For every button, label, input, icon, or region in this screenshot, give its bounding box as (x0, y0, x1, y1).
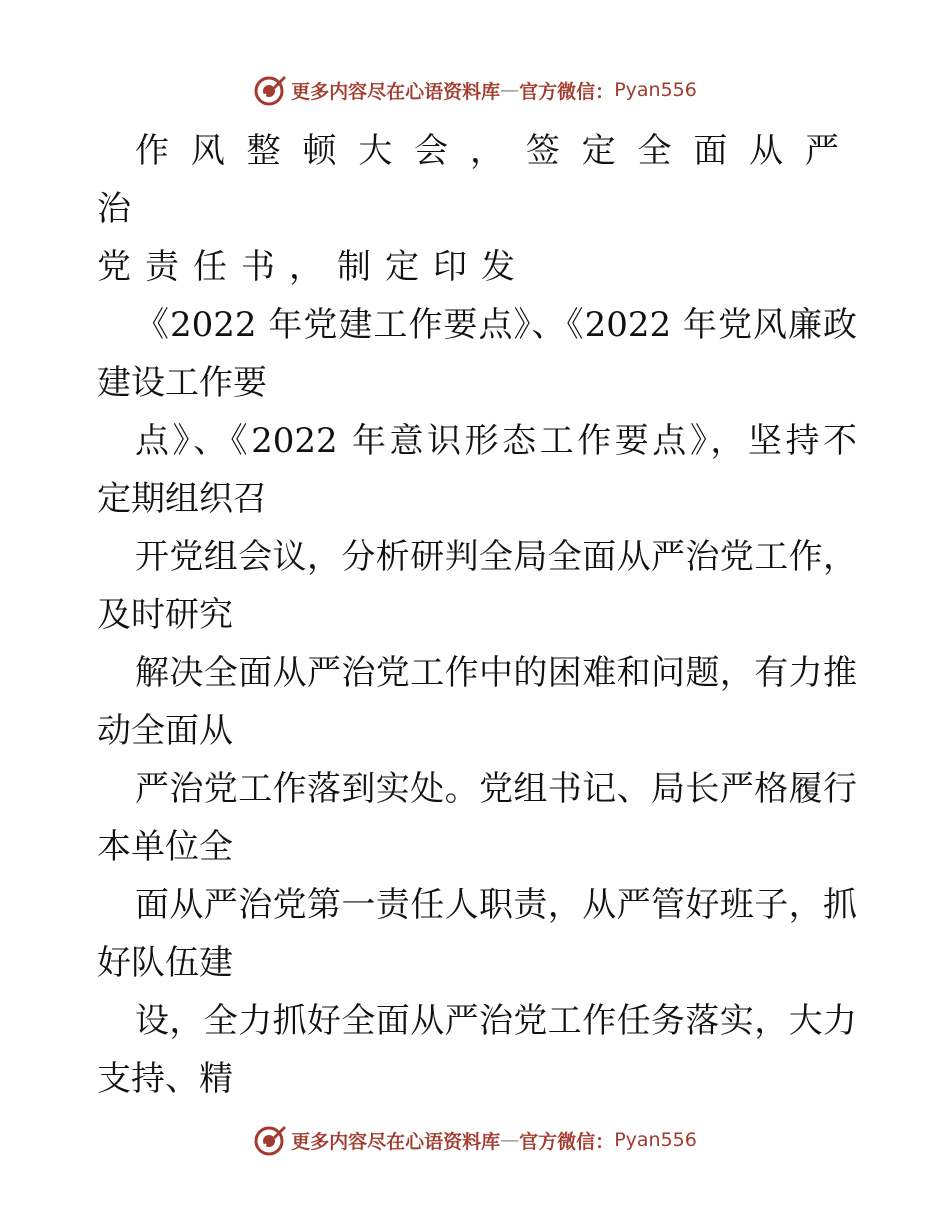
watermark-wechat-label: 官方微信： (519, 80, 615, 103)
paragraph-continuation: 动全面从 (97, 711, 233, 751)
paragraph-line: 《2022 年党建工作要点》、《2022 年党风廉政 (135, 305, 857, 345)
watermark-text: 更多内容尽在心语资料库 (291, 1130, 501, 1153)
paragraph (97, 412, 857, 528)
document-body (97, 122, 857, 1108)
paragraph-continuation: 定期组织召 (97, 479, 267, 519)
paragraph-line: 解决全面从严治党工作中的困难和问题，有力推 (135, 653, 857, 693)
paragraph-line: 开党组会议，分析研判全局全面从严治党工作， (135, 537, 857, 577)
paragraph (97, 992, 857, 1108)
paragraph-line: 设，全力抓好全面从严治党工作任务落实，大力 (135, 1001, 857, 1041)
header-watermark (0, 70, 950, 110)
paragraph-line: 作风整顿大会，签定全面从严治 (97, 131, 857, 229)
paragraph-continuation: 本单位全 (97, 827, 233, 867)
paragraph-continuation: 党责任书，制定印发 (97, 247, 529, 287)
paragraph (97, 644, 857, 760)
pen-logo-icon (253, 73, 287, 107)
paragraph (97, 528, 857, 644)
watermark-wechat-id: Pyan556 (614, 1129, 697, 1151)
paragraph-line: 面从严治党第一责任人职责，从严管好班子，抓 (135, 885, 857, 925)
footer-watermark (0, 1120, 950, 1160)
paragraph (97, 876, 857, 992)
paragraph-continuation: 支持、精 (97, 1059, 233, 1099)
watermark-separator: — (500, 1129, 520, 1151)
paragraph-continuation: 及时研究 (97, 595, 233, 635)
watermark-wechat-id: Pyan556 (614, 79, 697, 101)
paragraph-continuation: 好队伍建 (97, 943, 233, 983)
watermark-wechat-label: 官方微信： (519, 1130, 615, 1153)
pen-logo-icon (253, 1123, 287, 1157)
paragraph (97, 296, 857, 412)
paragraph (97, 760, 857, 876)
watermark-text: 更多内容尽在心语资料库 (291, 80, 501, 103)
paragraph-continuation: 建设工作要 (97, 363, 267, 403)
paragraph (97, 122, 857, 296)
watermark-separator: — (500, 79, 520, 101)
paragraph-line: 点》、《2022 年意识形态工作要点》，坚持不 (135, 421, 857, 461)
paragraph-line: 严治党工作落到实处。党组书记、局长严格履行 (135, 769, 857, 809)
